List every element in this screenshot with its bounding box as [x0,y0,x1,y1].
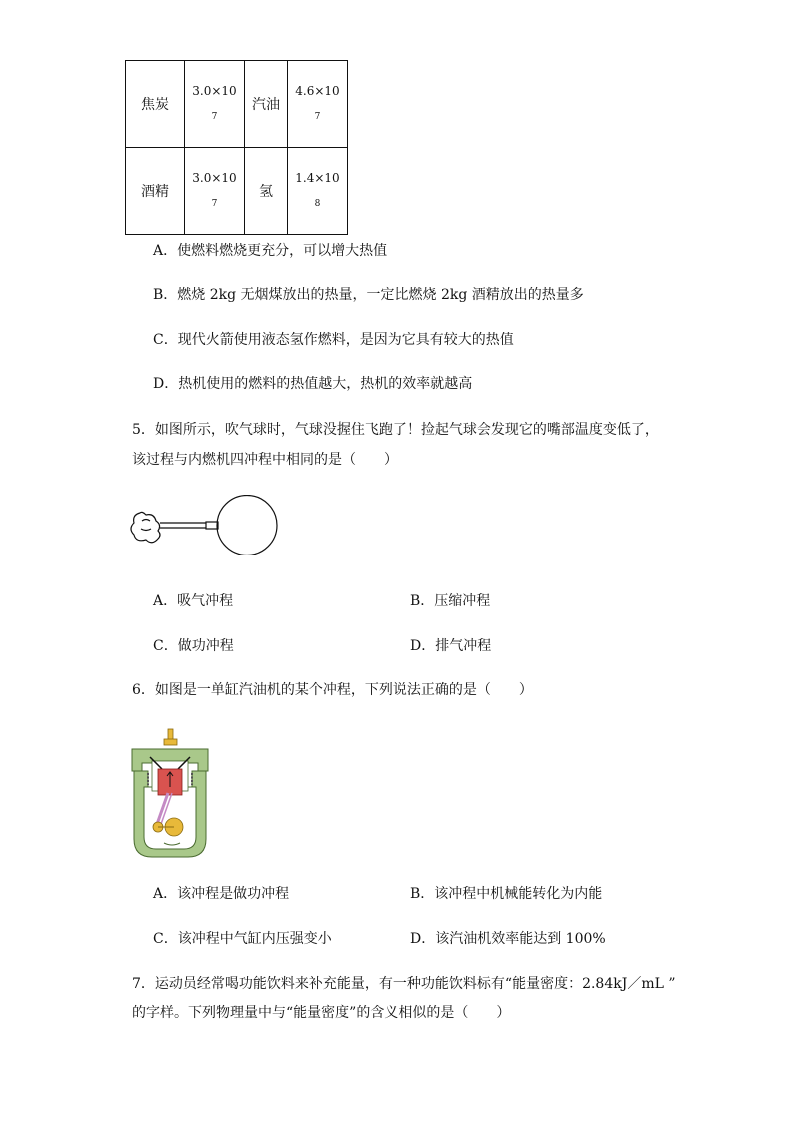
heat-value-cell: 3.0×10 7 [185,61,245,148]
balloon-icon [217,496,277,556]
q5-stem-line1: 5．如图所示，吹气球时，气球没握住飞跑了！捡起气球会发现它的嘴部温度变低了， [132,422,659,438]
fuel-name-cell: 汽油 [245,61,288,148]
q4-option-b: B．燃烧 2kg 无烟煤放出的热量，一定比燃烧 2kg 酒精放出的热量多 [153,287,584,303]
q6-option-d: D．该汽油机效率能达到 100% [410,931,606,947]
q6-option-b: B．该冲程中机械能转化为内能 [410,886,603,902]
q6-option-a: A．该冲程是做功冲程 [153,886,290,902]
q4-option-a: A．使燃料燃烧更充分，可以增大热值 [153,243,388,259]
table-row [126,148,348,235]
q7-stem-line2: 的字样。下列物理量中与“能量密度”的含义相似的是（ ） [132,1005,511,1021]
q5-option-a: A．吸气冲程 [153,593,234,609]
q5-option-d: D．排气冲程 [410,638,492,654]
q5-option-b: B．压缩冲程 [410,593,491,609]
air-puff-icon [131,512,160,542]
fuel-name-cell: 氢 [245,148,288,235]
q7-stem-line1: 7．运动员经常喝功能饮料来补充能量，有一种功能饮料标有“能量密度：2.84kJ／mL ” [132,976,676,992]
engine-stroke-figure [128,727,212,859]
q4-option-c: C．现代火箭使用液态氢作燃料，是因为它具有较大的热值 [153,332,514,348]
q4-option-d: D．热机使用的燃料的热值越大，热机的效率就越高 [153,376,473,392]
q6-stem: 6．如图是一单缸汽油机的某个冲程，下列说法正确的是（ ） [132,682,533,698]
q6-option-c: C．该冲程中气缸内压强变小 [153,931,332,947]
heat-value-cell: 1.4×10 8 [288,148,348,235]
q5-option-c: C．做功冲程 [153,638,234,654]
q5-stem-line2: 该过程与内燃机四冲程中相同的是（ ） [132,452,398,468]
fuel-name-cell: 焦炭 [126,61,185,148]
heat-value-cell: 3.0×10 7 [185,148,245,235]
balloon-figure [128,495,288,555]
fuel-name-cell: 酒精 [126,148,185,235]
table-row [126,61,348,148]
fuel-heat-value-table [125,60,348,235]
heat-value-cell: 4.6×10 7 [288,61,348,148]
